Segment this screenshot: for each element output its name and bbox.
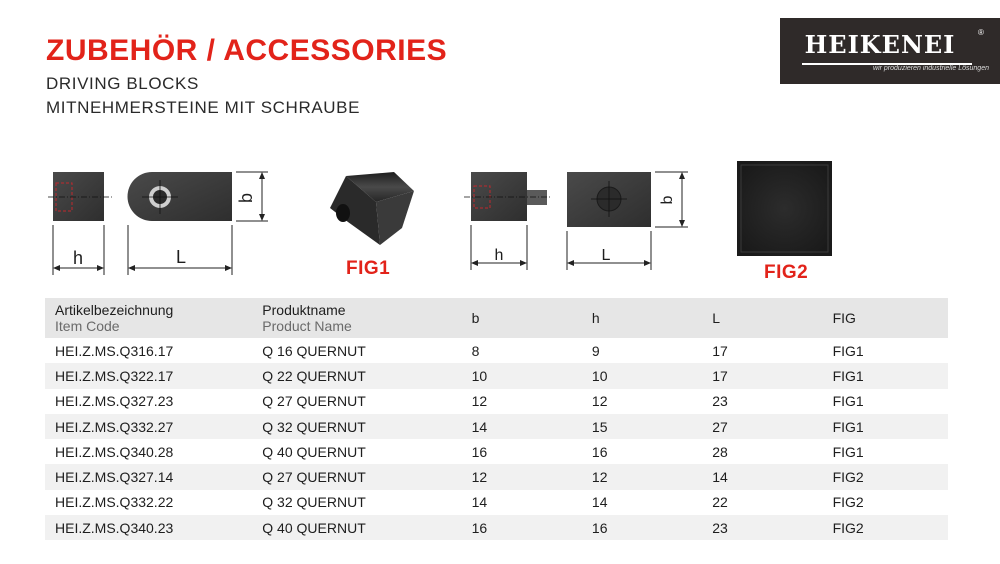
table-row bbox=[45, 464, 948, 489]
cell-h: 16 bbox=[582, 515, 702, 540]
fig1-L-arrow-right bbox=[225, 265, 232, 271]
fig2-h-arrow-right bbox=[520, 260, 527, 266]
fig2-h-label: h bbox=[494, 247, 504, 264]
fig1-product-render bbox=[330, 172, 414, 245]
cell-item-code: HEI.Z.MS.Q332.22 bbox=[55, 494, 174, 511]
logo-tagline: wir produzieren industrielle Lösungen bbox=[873, 65, 989, 72]
cell-product-name: Q 40 QUERNUT bbox=[252, 515, 461, 540]
cell-b: 14 bbox=[471, 494, 488, 511]
col-header-product-name-en: Product Name bbox=[262, 318, 352, 334]
brand-logo bbox=[780, 18, 1000, 84]
cell-item-code: HEI.Z.MS.Q327.23 bbox=[55, 393, 174, 410]
cell-fig: FIG1 bbox=[823, 414, 948, 439]
page-subtitle-english: DRIVING BLOCKS bbox=[46, 74, 199, 93]
cell-product-name: Q 27 QUERNUT bbox=[252, 464, 461, 489]
table-row bbox=[45, 490, 948, 515]
cell-h: 12 bbox=[591, 393, 608, 410]
cell-fig: FIG1 bbox=[832, 342, 864, 359]
fig1-side-block bbox=[53, 172, 104, 221]
col-header-fig: FIG bbox=[823, 298, 948, 338]
table-header-row bbox=[45, 298, 948, 338]
table-row bbox=[45, 414, 948, 439]
table-row bbox=[45, 389, 948, 414]
cell-b: 8 bbox=[471, 342, 480, 359]
cell-b: 12 bbox=[471, 393, 488, 410]
table-row bbox=[45, 363, 948, 388]
fig1-b-label: b bbox=[236, 192, 256, 204]
cell-product-name: Q 32 QUERNUT bbox=[252, 414, 461, 439]
fig2-top-view bbox=[567, 172, 688, 270]
fig1-top-block bbox=[128, 172, 233, 221]
cell-L: 14 bbox=[702, 464, 822, 489]
col-header-item-code bbox=[45, 298, 252, 338]
table-row bbox=[45, 439, 948, 464]
page-subtitle-german: MITNEHMERSTEINE MIT SCHRAUBE bbox=[46, 98, 361, 117]
cell-fig: FIG2 bbox=[832, 494, 864, 511]
fig2-L-arrow-left bbox=[567, 260, 574, 266]
col-header-product-name bbox=[252, 298, 461, 338]
fig1-top-view bbox=[128, 172, 269, 275]
fig1-h-arrow-left bbox=[53, 265, 60, 271]
cell-L: 28 bbox=[712, 443, 728, 460]
fig1-h-arrow-right bbox=[97, 265, 104, 271]
table-row bbox=[45, 515, 948, 540]
cell-product-name: Q 27 QUERNUT bbox=[262, 393, 366, 410]
cell-h: 16 bbox=[591, 443, 608, 460]
fig2-L-label: L bbox=[601, 247, 611, 264]
fig1-L-label: L bbox=[175, 247, 187, 267]
cell-h: 14 bbox=[591, 494, 608, 511]
cell-b: 10 bbox=[462, 363, 582, 388]
fig2-b-label: b bbox=[659, 195, 676, 205]
cell-item-code: HEI.Z.MS.Q316.17 bbox=[55, 342, 174, 359]
table-row bbox=[45, 338, 948, 363]
col-header-h: h bbox=[582, 298, 702, 338]
col-header-b: b bbox=[462, 298, 582, 338]
fig1-b-arrow-bottom bbox=[259, 214, 265, 221]
cell-product-name: Q 32 QUERNUT bbox=[262, 494, 366, 511]
col-header-item-code-de: Artikelbezeichnung bbox=[55, 302, 174, 318]
fig1-h-label: h bbox=[72, 248, 84, 268]
cell-L: 17 bbox=[712, 342, 728, 359]
page-title: ZUBEHÖR / ACCESSORIES bbox=[46, 34, 448, 67]
fig2-render-face bbox=[737, 161, 832, 256]
cell-product-name: Q 40 QUERNUT bbox=[262, 443, 366, 460]
cell-h: 12 bbox=[582, 464, 702, 489]
fig1-L-arrow-left bbox=[128, 265, 135, 271]
cell-fig: FIG1 bbox=[832, 443, 864, 460]
fig2-side-view bbox=[464, 172, 552, 270]
cell-b: 12 bbox=[462, 464, 582, 489]
cell-fig: FIG2 bbox=[823, 515, 948, 540]
fig2-L-arrow-right bbox=[644, 260, 651, 266]
col-header-product-name-de: Produktname bbox=[262, 302, 346, 318]
cell-L: 17 bbox=[702, 363, 822, 388]
cell-L: 27 bbox=[702, 414, 822, 439]
col-header-L: L bbox=[702, 298, 822, 338]
fig2-side-pin bbox=[527, 190, 547, 205]
col-header-item-code-en: Item Code bbox=[55, 318, 120, 334]
cell-fig: FIG2 bbox=[823, 464, 948, 489]
fig2-label: FIG2 bbox=[764, 262, 809, 283]
cell-h: 10 bbox=[582, 363, 702, 388]
cell-L: 23 bbox=[712, 393, 728, 410]
cell-product-name: Q 22 QUERNUT bbox=[252, 363, 461, 388]
cell-b: 16 bbox=[471, 443, 488, 460]
cell-fig: FIG1 bbox=[832, 393, 864, 410]
fig1-render-hole bbox=[336, 204, 350, 222]
specs-table bbox=[45, 298, 948, 540]
cell-L: 22 bbox=[712, 494, 728, 511]
cell-fig: FIG1 bbox=[823, 363, 948, 388]
cell-h: 9 bbox=[591, 342, 600, 359]
cell-item-code: HEI.Z.MS.Q340.28 bbox=[55, 443, 174, 460]
product-figures bbox=[0, 150, 1000, 290]
logo-wordmark: HEIKENEI bbox=[804, 30, 956, 59]
cell-L: 23 bbox=[702, 515, 822, 540]
cell-h: 15 bbox=[582, 414, 702, 439]
technical-drawings bbox=[0, 150, 1000, 290]
fig2-side-block bbox=[471, 172, 527, 221]
cell-item-code: HEI.Z.MS.Q340.23 bbox=[45, 515, 252, 540]
fig1-b-arrow-top bbox=[259, 172, 265, 179]
logo-registered-mark: ® bbox=[978, 28, 984, 37]
cell-item-code: HEI.Z.MS.Q327.14 bbox=[45, 464, 252, 489]
fig2-product-render bbox=[737, 161, 832, 256]
cell-item-code: HEI.Z.MS.Q322.17 bbox=[45, 363, 252, 388]
fig2-b-arrow-top bbox=[679, 172, 685, 179]
fig2-b-arrow-bottom bbox=[679, 220, 685, 227]
cell-b: 14 bbox=[462, 414, 582, 439]
cell-b: 16 bbox=[462, 515, 582, 540]
fig2-h-arrow-left bbox=[471, 260, 478, 266]
cell-product-name: Q 16 QUERNUT bbox=[262, 342, 366, 359]
fig1-label: FIG1 bbox=[346, 258, 391, 279]
cell-item-code: HEI.Z.MS.Q332.27 bbox=[45, 414, 252, 439]
